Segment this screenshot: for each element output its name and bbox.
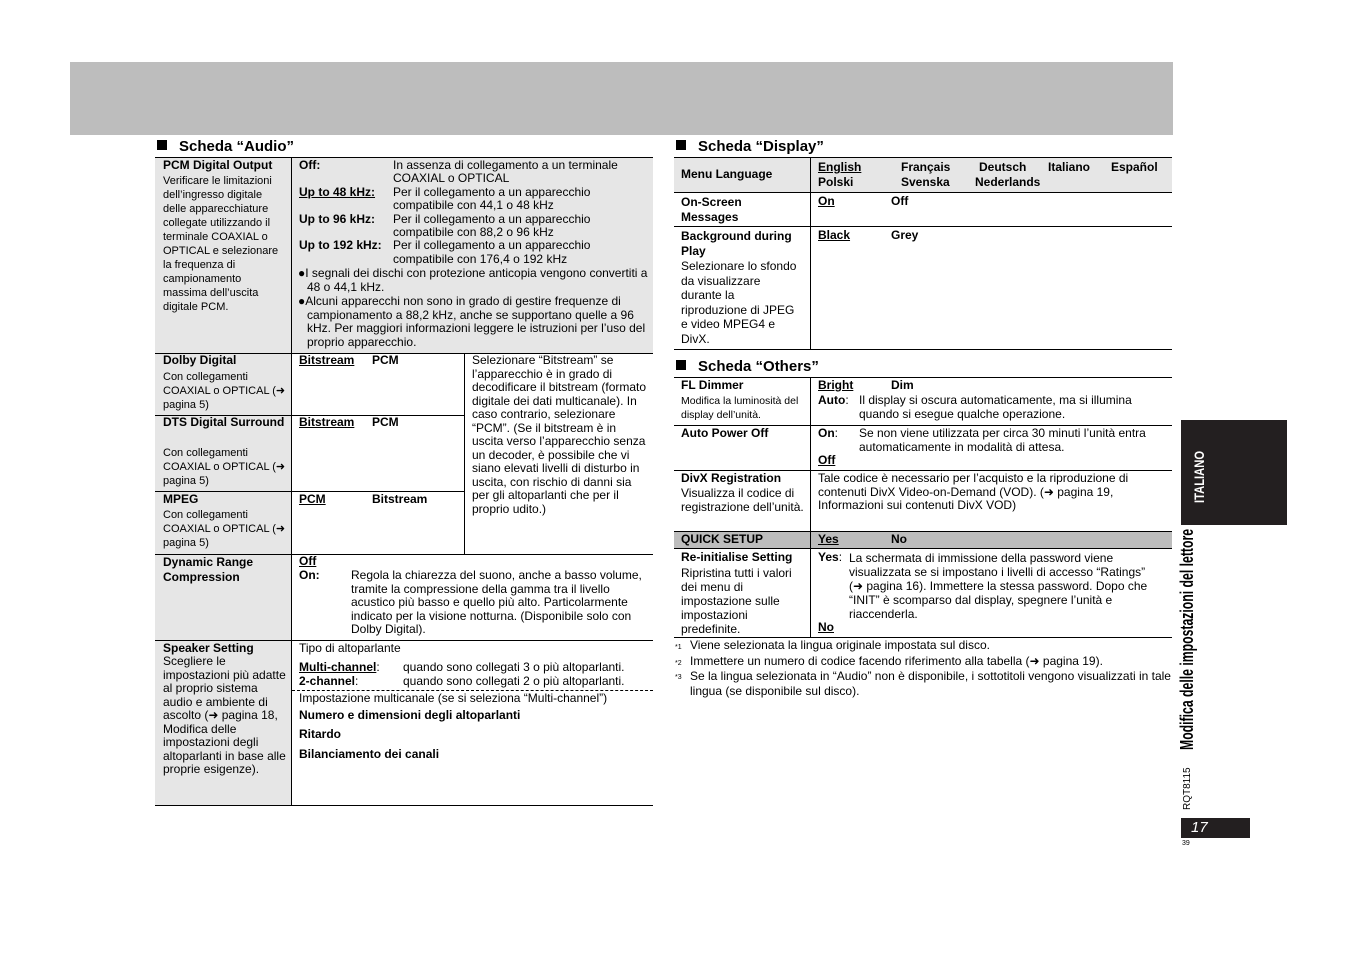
- reinit-yes-option: Yes:: [818, 550, 843, 564]
- dolby-digital-desc: Con collegamenti COAXIAL o OPTICAL (➜ pagina 5): [163, 371, 286, 411]
- speaker-item-number-size: Numero e dimensioni degli altoparlanti: [299, 708, 521, 722]
- pcm-opt-48: Up to 48 kHz:: [299, 185, 376, 199]
- speaker-two-option: 2-channel:: [299, 674, 359, 688]
- pcm-opt-off: Off:: [299, 158, 321, 172]
- page-number: 17: [1191, 819, 1208, 836]
- onscreen-opt-on: On: [818, 194, 835, 208]
- reinit-yes-text: La schermata di immissione della password viene visualizzata se si impostano i livelli di accesso “Ratings” (➜ pagina 16). Immettere la stessa password. Dopo che “INIT” è scomparso dal display, spegnere l’unità e riaccenderla.: [849, 551, 1148, 621]
- bitstream-note: Selezionare “Bitstream” se l’apparecchio è in grado di decodificare il bitstream (formato digitale dei dati multicanale). In caso contrario, selezionare “PCM”. (Se il bitstream è in uscita verso l’apparecchio senza un decoder, è possibile che vi siano elevati livelli di disturbo in uscita, con rischio di danni sia per gli altoparlanti che per il proprio udito.): [472, 353, 647, 516]
- reinit-opt-yes: Yes: [818, 550, 839, 564]
- pcm-opt-96-text2: compatibile con 88,2 o 96 kHz: [393, 225, 554, 239]
- dts-opt-pcm: PCM: [372, 415, 399, 429]
- pcm-opt-96: Up to 96 kHz:: [299, 212, 376, 226]
- pcm-opt-96-text: Per il collegamento a un apparecchio: [393, 212, 591, 226]
- speaker-setting-label: Speaker Setting: [163, 641, 254, 655]
- pcm-opt-off-text: In assenza di collegamento a un terminale: [393, 158, 618, 172]
- footnote-mark-2: *2: [675, 660, 682, 667]
- language-side-tab: [1181, 420, 1287, 525]
- footnote-mark-1: *1: [675, 644, 682, 651]
- mpeg-opt-bitstream: Bitstream: [372, 492, 428, 506]
- quick-setup-opt-yes: Yes: [818, 532, 839, 546]
- audio-section-title: Scheda “Audio”: [179, 138, 295, 155]
- mpeg-opt-pcm: PCM: [299, 492, 326, 506]
- speaker-multi-option: Multi-channel:: [299, 660, 380, 674]
- speaker-two-label: 2-channel: [299, 674, 356, 688]
- fl-dimmer-desc: Modifica la luminosità del display dell’unità.: [681, 395, 799, 421]
- fl-auto-text: Il display si oscura automaticamente, ma si illumina quando si esegue qualche operazione.: [859, 393, 1132, 421]
- speaker-multi-text: quando sono collegati 3 o più altoparlanti.: [403, 660, 625, 674]
- page-number-box: [1181, 818, 1250, 838]
- others-section-heading: [676, 358, 819, 376]
- background-label: Background during Play: [681, 229, 792, 258]
- speaker-two-text: quando sono collegati 2 o più altoparlanti.: [403, 674, 625, 688]
- dts-desc: Con collegamenti COAXIAL o OPTICAL (➜ pagina 5): [163, 447, 286, 487]
- drc-opt-off: Off: [299, 554, 317, 568]
- pcm-digital-output-label: PCM Digital Output: [163, 158, 273, 172]
- quick-setup-label: QUICK SETUP: [681, 532, 764, 546]
- divx-registration-desc: Visualizza il codice di registrazione dell’unità.: [681, 486, 804, 514]
- background-opt-grey: Grey: [891, 228, 919, 242]
- speaker-multi-label: Multi-channel: [299, 660, 377, 674]
- dolby-opt-pcm: PCM: [372, 353, 399, 367]
- speaker-type-label: Tipo di altoparlante: [299, 641, 401, 655]
- apo-on-option: On:: [818, 426, 839, 440]
- display-section-title: Scheda “Display”: [698, 138, 824, 155]
- lang-dutch: Nederlands: [975, 175, 1041, 189]
- header-banner: [70, 62, 1173, 135]
- lang-german: Deutsch: [979, 160, 1027, 174]
- onscreen-messages-label: On-Screen Messages: [681, 195, 742, 224]
- speaker-item-delay: Ritardo: [299, 727, 341, 741]
- fl-opt-bright: Bright: [818, 378, 854, 392]
- footnote-mark-3: *3: [675, 674, 682, 681]
- apo-opt-off: Off: [818, 453, 836, 467]
- audio-section-heading: [157, 138, 294, 156]
- reinit-desc: Ripristina tutti i valori dei menu di impostazione sulle impostazioni predefinite.: [681, 566, 792, 636]
- pcm-opt-192: Up to 192 kHz:: [299, 238, 382, 252]
- footnote-3: Se la lingua selezionata in “Audio” non è disponibile, i sottotitoli vengono visualizzati in tale lingua (se disponibile sul disco).: [690, 669, 1171, 698]
- onscreen-opt-off: Off: [891, 194, 909, 208]
- small-page-number: 39: [1182, 840, 1190, 847]
- others-section-title: Scheda “Others”: [698, 358, 819, 375]
- speaker-item-balance: Bilanciamento dei canali: [299, 747, 440, 761]
- lang-english: English: [818, 160, 862, 174]
- mpeg-desc: Con collegamenti COAXIAL o OPTICAL (➜ pagina 5): [163, 509, 286, 549]
- pcm-note-1: ●I segnali dei dischi con protezione anticopia vengono convertiti a 48 o 44,1 kHz.: [298, 266, 648, 294]
- pcm-opt-192-text2: compatibile con 176,4 o 192 kHz: [393, 252, 568, 266]
- pcm-opt-48-text: Per il collegamento a un apparecchio: [393, 185, 591, 199]
- background-opt-black: Black: [818, 228, 851, 242]
- quick-setup-opt-no: No: [891, 532, 907, 546]
- fl-opt-dim: Dim: [891, 378, 914, 392]
- divx-registration-text: Tale codice è necessario per l’acquisto e la riproduzione di contenuti DivX Video-on-Demand (VOD). (➜ pagina 19, Informazioni sui contenuti DivX VOD): [818, 471, 1129, 512]
- pcm-note-2: ●Alcuni apparecchi non sono in grado di gestire frequenze di campionamento a 88,2 kHz, anche se supportano quelle a 96 kHz. Per maggiori informazioni leggere le istruzioni per l’uso del proprio apparecchio.: [298, 294, 646, 349]
- auto-power-off-label: Auto Power Off: [681, 426, 769, 440]
- reinit-opt-no: No: [818, 620, 834, 634]
- apo-on-text: Se non viene utilizzata per circa 30 minuti l’unità entra automaticamente in modalità di attesa.: [859, 426, 1146, 454]
- divx-registration-label: DivX Registration: [681, 471, 782, 485]
- menu-language-label: Menu Language: [681, 167, 773, 181]
- display-section-heading: [676, 138, 824, 156]
- speaker-setting-desc: Scegliere le impostazioni più adatte al proprio sistema audio e ambiente di ascolto (➜ pagina 18, Modifica delle impostazioni degli altoparlanti in base alle proprie esigenze).: [163, 654, 286, 776]
- fl-opt-auto: Auto: [818, 393, 846, 407]
- pcm-digital-output-desc: Verificare le limitazioni dell’ingresso digitale delle apparecchiature collegate utilizzando il terminale COAXIAL o OPTICAL e selezionare la frequenza di campionamento massima dell’uscita digitale PCM.: [163, 175, 279, 313]
- lang-polish: Polski: [818, 175, 854, 189]
- pcm-opt-off-text2: COAXIAL o OPTICAL: [393, 171, 510, 185]
- lang-spanish: Español: [1111, 160, 1158, 174]
- drc-label: Dynamic Range Compression: [163, 555, 254, 584]
- pcm-opt-192-text: Per il collegamento a un apparecchio: [393, 238, 591, 252]
- fl-auto-option: Auto:: [818, 393, 849, 407]
- fl-dimmer-label: FL Dimmer: [681, 378, 744, 392]
- document-code: RQT8115: [1182, 767, 1193, 810]
- dolby-digital-label: Dolby Digital: [163, 353, 237, 367]
- lang-italian: Italiano: [1048, 160, 1091, 174]
- square-bullet-icon: [676, 140, 686, 150]
- chapter-title-vertical: Modifica delle impostazioni del lettore: [1177, 528, 1197, 750]
- reinit-label: Re-initialise Setting: [681, 550, 793, 564]
- lang-swedish: Svenska: [901, 175, 950, 189]
- footnote-1: Viene selezionata la lingua originale impostata sul disco.: [690, 638, 990, 652]
- drc-on-text: Regola la chiarezza del suono, anche a basso volume, tramite la compressione della gamma tra il livello acustico più basso e quello più alto. Particolarmente indicato per la visione notturna. (Disponibile solo con Dolby Digital).: [351, 568, 642, 636]
- mpeg-label: MPEG: [163, 492, 199, 506]
- square-bullet-icon: [676, 360, 686, 370]
- dts-opt-bitstream: Bitstream: [299, 415, 355, 429]
- lang-french: Français: [901, 160, 951, 174]
- dolby-opt-bitstream: Bitstream: [299, 353, 355, 367]
- side-tab-language: ITALIANO: [1191, 450, 1207, 503]
- background-desc: Selezionare lo sfondo da visualizzare durante la riproduzione di JPEG e video MPEG4 e DivX.: [681, 259, 797, 346]
- pcm-opt-48-text2: compatibile con 44,1 o 48 kHz: [393, 198, 554, 212]
- speaker-multi-settings: Impostazione multicanale (se si seleziona “Multi-channel”): [299, 691, 608, 705]
- drc-opt-on: On:: [299, 568, 320, 582]
- footnote-2: Immettere un numero di codice facendo riferimento alla tabella (➜ pagina 19).: [690, 654, 1103, 668]
- apo-opt-on: On: [818, 426, 835, 440]
- square-bullet-icon: [157, 140, 167, 150]
- dts-label: DTS Digital Surround: [163, 415, 285, 429]
